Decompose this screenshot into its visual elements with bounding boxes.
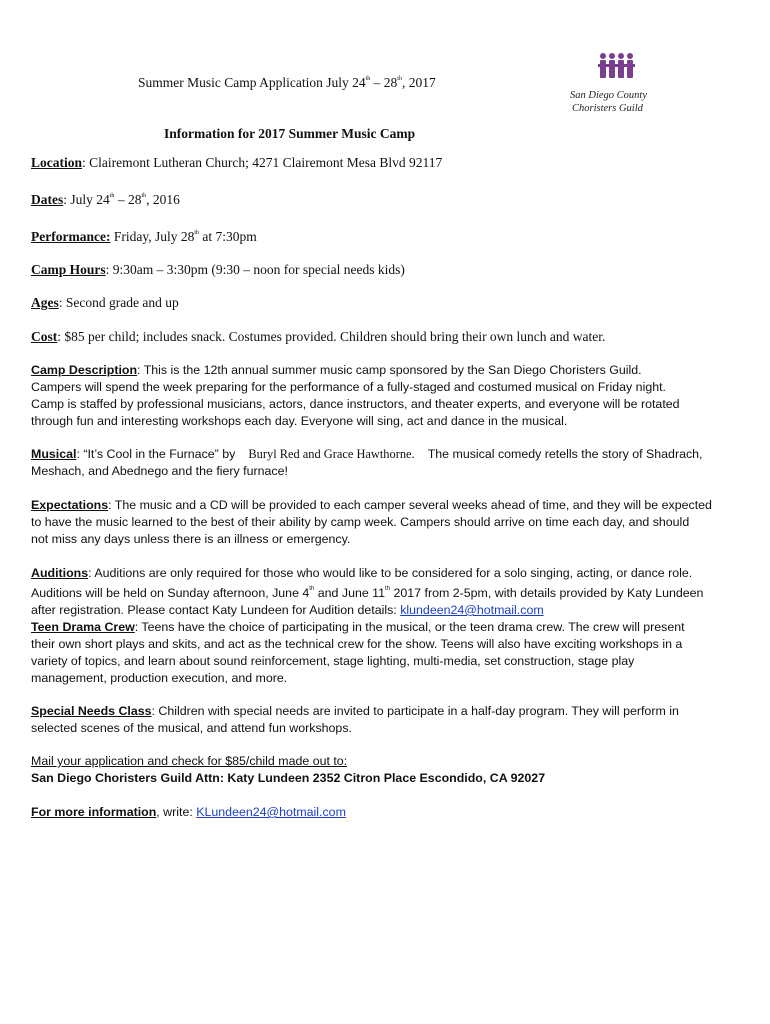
musical-line-1: Musical: “It’s Cool in the Furnace” by Buryl Red and Grace Hawthorne. The musical comedy retells the story of Shadrach, bbox=[31, 447, 703, 461]
camp-description-line-4: through fun and interesting workshops each day. Everyone will sing, act and dance in the musical. bbox=[31, 414, 568, 428]
teen-drama-line-1: Teen Drama Crew: Teens have the choice of participating in the musical, or the teen drama crew. The crew will present bbox=[31, 620, 685, 634]
location-value: : Clairemont Lutheran Church; 4271 Clairemont Mesa Blvd 92117 bbox=[82, 155, 443, 170]
auditions-line-1: Auditions: Auditions are only required for those who would like to be considered for a solo singing, acting, or dance role. bbox=[31, 566, 693, 580]
dates-line: Dates: July 24th – 28th, 2016 bbox=[31, 192, 180, 207]
camp-description-line-1: Camp Description: This is the 12th annual summer music camp sponsored by the San Diego Choristers Guild. bbox=[31, 363, 642, 377]
teen-drama-line-4: management, production execution, and more. bbox=[31, 671, 288, 685]
expectations-line-2: to have the music learned to the best of their ability by camp week. Campers should arrive on time each day, and should bbox=[31, 515, 690, 529]
dates-label: Dates bbox=[31, 192, 64, 207]
camp-description-line-3: Camp is staffed by professional musicians, actors, dance instructors, and theater experts, and everyone will be rotated bbox=[31, 397, 680, 411]
special-needs-label: Special Needs Class bbox=[31, 704, 152, 718]
camp-hours-label: Camp Hours bbox=[31, 262, 106, 277]
contact-email-link[interactable]: KLundeen24@hotmail.com bbox=[196, 805, 346, 819]
location-line bbox=[31, 155, 442, 171]
page-title: Summer Music Camp Application July 24th – 28th, 2017 bbox=[138, 75, 436, 90]
info-heading: Information for 2017 Summer Music Camp bbox=[164, 126, 416, 141]
choir-figures-icon bbox=[598, 52, 636, 86]
auditions-line-3: after registration. Please contact Katy Lundeen for Audition details: klundeen24@hotmail.com bbox=[31, 603, 544, 617]
camp-description-line-2: Campers will spend the week preparing for the performance of a fully-staged and costumed musical on Friday night. bbox=[31, 380, 666, 394]
musical-label: Musical bbox=[31, 447, 77, 461]
logo-text-line1: San Diego County bbox=[570, 90, 647, 101]
expectations-label: Expectations bbox=[31, 498, 109, 512]
cost-label: Cost bbox=[31, 329, 58, 344]
ages-label: Ages bbox=[31, 295, 59, 310]
mail-instructions: Mail your application and check for $85/child made out to: bbox=[31, 754, 348, 768]
teen-drama-line-3: variety of topics, and learn about sound reinforcement, stage lighting, multi-media, set construction, stage play bbox=[31, 654, 635, 668]
camp-hours-line: Camp Hours: 9:30am – 3:30pm (9:30 – noon for special needs kids) bbox=[31, 262, 405, 277]
expectations-line-3: not miss any days unless there is an illness or emergency. bbox=[31, 532, 351, 546]
logo-text-line2: Choristers Guild bbox=[572, 103, 643, 114]
performance-line: Performance: Friday, July 28th at 7:30pm bbox=[31, 229, 257, 244]
teen-drama-label: Teen Drama Crew bbox=[31, 620, 135, 634]
auditions-line-2: Auditions will be held on Sunday afternoon, June 4th and June 11th 2017 from 2-5pm, with details provided by Katy Lundeen bbox=[31, 586, 704, 600]
auditions-label: Auditions bbox=[31, 566, 89, 580]
camp-description-label: Camp Description bbox=[31, 363, 138, 377]
organization-logo bbox=[568, 52, 658, 118]
location-label: Location bbox=[31, 155, 83, 170]
special-needs-line-2: selected scenes of the musical, and attend fun workshops. bbox=[31, 721, 352, 735]
special-needs-line-1: Special Needs Class: Children with special needs are invited to participate in a half-day program. They will perform in bbox=[31, 704, 679, 718]
audition-email-link[interactable]: klundeen24@hotmail.com bbox=[400, 603, 544, 617]
performance-label: Performance: bbox=[31, 229, 111, 244]
teen-drama-line-2: their own short plays and skits, and act as the technical crew for the show. Teens will also have exciting workshops in a bbox=[31, 637, 683, 651]
musical-line-2: Meshach, and Abednego and the fiery furnace! bbox=[31, 464, 288, 478]
mail-address: San Diego Choristers Guild Attn: Katy Lundeen 2352 Citron Place Escondido, CA 92027 bbox=[31, 771, 546, 785]
expectations-line-1: Expectations: The music and a CD will be provided to each camper several weeks ahead of time, and they will be expected bbox=[31, 498, 712, 512]
more-info-label: For more information bbox=[31, 805, 157, 819]
more-info-line: For more information, write: KLundeen24@hotmail.com bbox=[31, 805, 346, 819]
cost-line: Cost: $85 per child; includes snack. Costumes provided. Children should bring their own lunch and water. bbox=[31, 329, 606, 344]
ages-line: Ages: Second grade and up bbox=[31, 295, 179, 310]
